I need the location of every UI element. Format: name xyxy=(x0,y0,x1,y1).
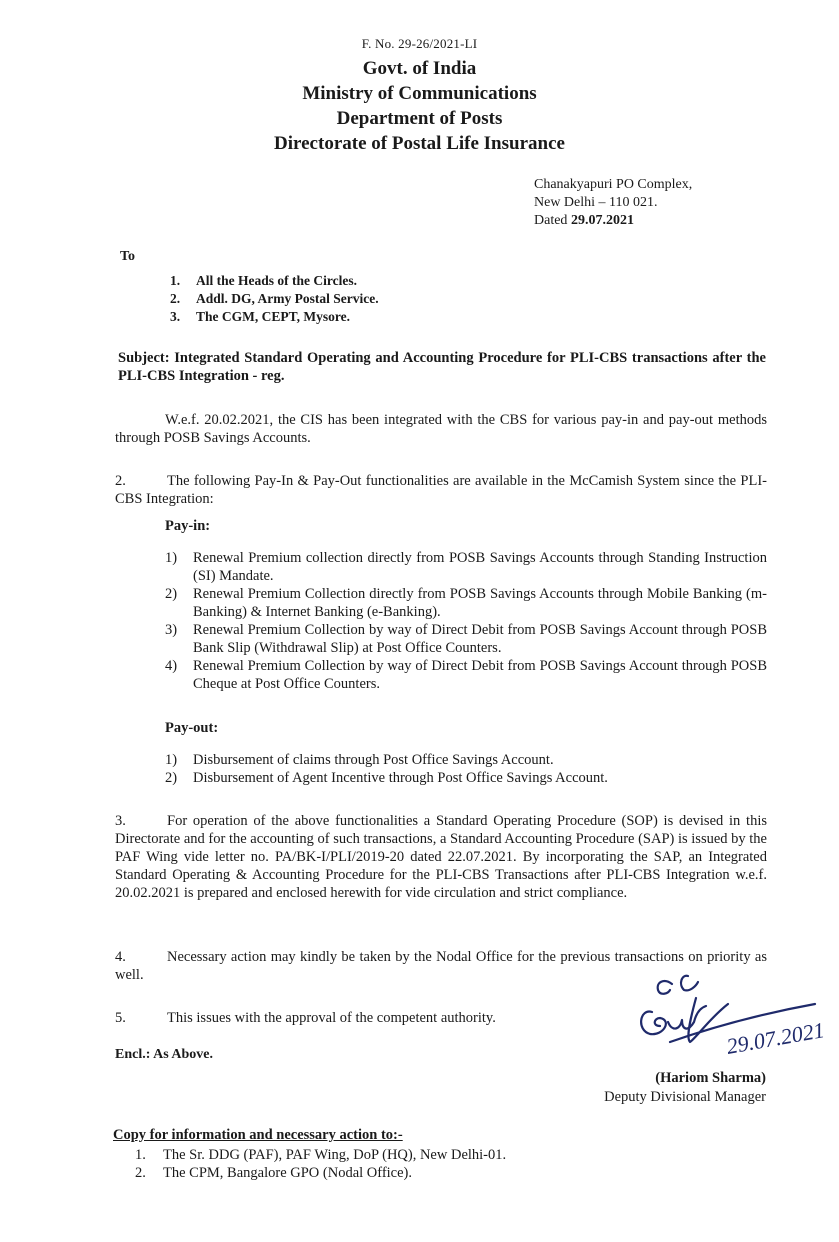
paragraph-4: 4. Necessary action may kindly be taken by the Nodal Office for the previous transactions on priority as well. xyxy=(115,949,767,983)
list-item: 1) Disbursement of claims through Post Office Savings Account. xyxy=(165,752,554,768)
address-line-2: New Delhi – 110 021. xyxy=(534,195,658,210)
office-address xyxy=(534,176,692,230)
list-item: 1. All the Heads of the Circles. xyxy=(170,273,357,288)
header-directorate: Directorate of Postal Life Insurance xyxy=(274,133,565,154)
paragraph-3: 3. For operation of the above functionalities a Standard Operating Procedure (SOP) is devised in this Directorate and for the accounting of such transactions, a Standard Accounting Procedure (SAP) is issued by the PAF Wing vide letter no. PA/BK-I/PLI/2019-20 dated 22.07.2021. By incorporating the SAP, an Integrated Standard Operating & Accounting Procedure for the PLI-CBS Transactions after PLI-CBS Integration w.e.f. 20.02.2021 is prepared and enclosed herewith for vide circulation and strict compliance. xyxy=(115,813,767,901)
pay-out-list xyxy=(165,751,767,787)
paragraph-2: 2. The following Pay-In & Pay-Out functionalities are available in the McCamish System since the PLI-CBS Integration: xyxy=(115,473,767,507)
signatory-designation: Deputy Divisional Manager xyxy=(604,1089,766,1105)
dated-line xyxy=(534,212,692,230)
list-item: 2) Disbursement of Agent Incentive through Post Office Savings Account. xyxy=(165,770,608,786)
paragraph-1: W.e.f. 20.02.2021, the CIS has been integrated with the CBS for various pay-in and pay-out methods through POSB Savings Accounts. xyxy=(115,412,767,446)
list-item: 1. The Sr. DDG (PAF), PAF Wing, DoP (HQ), New Delhi-01. xyxy=(135,1147,507,1163)
header-govt: Govt. of India xyxy=(362,58,477,79)
list-item: 2. Addl. DG, Army Postal Service. xyxy=(170,291,379,306)
file-number: F. No. 29-26/2021-LI xyxy=(361,36,478,51)
list-item: 1) Renewal Premium collection directly from POSB Savings Accounts through Standing Instruction (SI) Mandate. xyxy=(165,550,767,584)
list-item: 3) Renewal Premium Collection by way of Direct Debit from POSB Savings Account through POSB Bank Slip (Withdrawal Slip) at Post Office Counters. xyxy=(165,622,767,656)
enclosure-note: Encl.: As Above. xyxy=(115,1047,214,1062)
dated-label: Dated xyxy=(534,213,568,228)
signature-date: 29.07.2021 xyxy=(724,1017,827,1059)
copy-to-heading: Copy for information and necessary action to:- xyxy=(113,1127,403,1143)
signatory-name: (Hariom Sharma) xyxy=(655,1070,766,1086)
list-item: 2) Renewal Premium Collection directly from POSB Savings Accounts through Mobile Banking (m-Banking) & Internet Banking (e-Banking). xyxy=(165,586,767,620)
paragraph-number: 4. xyxy=(115,949,126,965)
header-department: Department of Posts xyxy=(336,108,503,129)
to-label: To xyxy=(120,249,136,264)
copy-to-list xyxy=(135,1146,506,1182)
list-item: 3. The CGM, CEPT, Mysore. xyxy=(170,309,350,324)
paragraph-5: 5. This issues with the approval of the competent authority. xyxy=(115,1010,496,1026)
dated-value: 29.07.2021 xyxy=(570,213,634,228)
address-line-1: Chanakyapuri PO Complex, xyxy=(534,177,693,192)
paragraph-number: 3. xyxy=(115,813,126,829)
pay-in-list xyxy=(165,549,767,693)
paragraph-number: 5. xyxy=(115,1010,126,1026)
list-item: 4) Renewal Premium Collection by way of Direct Debit from POSB Savings Account through POSB Cheque at Post Office Counters. xyxy=(165,658,767,692)
handwritten-signature xyxy=(610,968,839,1068)
addressee-list xyxy=(170,272,379,326)
header-ministry: Ministry of Communications xyxy=(302,83,537,104)
paragraph-number: 2. xyxy=(115,473,126,489)
pay-in-heading: Pay-in: xyxy=(165,518,211,534)
pay-out-heading: Pay-out: xyxy=(165,720,219,736)
subject-line: Subject: Integrated Standard Operating and Accounting Procedure for PLI-CBS transactions after the PLI-CBS Integration - reg. xyxy=(118,350,766,384)
list-item: 2. The CPM, Bangalore GPO (Nodal Office). xyxy=(135,1165,412,1181)
